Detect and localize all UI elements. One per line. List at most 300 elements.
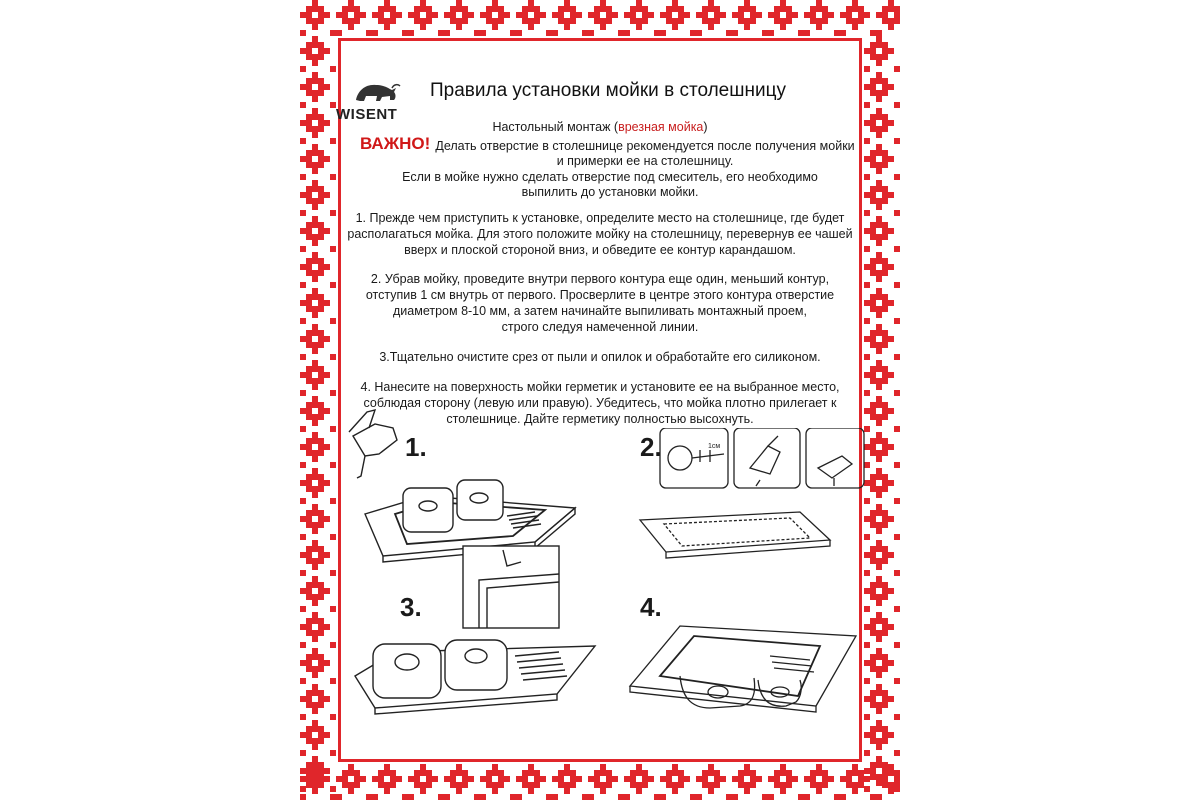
ornament-cell bbox=[870, 186, 876, 192]
step-4-line: соблюдая сторону (левую или правую). Убедитесь, что мойка плотно прилегает к bbox=[363, 396, 837, 410]
ornament-cell bbox=[312, 540, 318, 546]
ornament-cell bbox=[330, 246, 336, 252]
ornament-cell bbox=[882, 774, 888, 780]
ornament-cell bbox=[888, 300, 894, 306]
ornament-cell bbox=[384, 24, 390, 30]
ornament-cell bbox=[420, 0, 426, 6]
ornament-cell bbox=[786, 12, 792, 18]
ornament-cell bbox=[894, 498, 900, 504]
ornament-cell bbox=[870, 486, 876, 492]
ornament-cell bbox=[480, 12, 486, 18]
ornament-cell bbox=[318, 546, 324, 552]
ornament-cell bbox=[822, 782, 828, 788]
ornament-cell bbox=[882, 234, 888, 240]
ornament-cell bbox=[300, 642, 306, 648]
ornament-cell bbox=[534, 770, 540, 776]
ornament-cell bbox=[468, 12, 474, 18]
ornament-cell bbox=[306, 444, 312, 450]
ornament-cell bbox=[306, 438, 312, 444]
ornament-cell bbox=[312, 108, 318, 114]
ornament-cell bbox=[378, 770, 384, 776]
ornament-cell bbox=[864, 624, 870, 630]
ornament-cell bbox=[882, 438, 888, 444]
ornament-cell bbox=[870, 660, 876, 666]
ornament-cell bbox=[312, 168, 318, 174]
ornament-cell bbox=[894, 570, 900, 576]
ornament-cell bbox=[630, 12, 636, 18]
ornament-cell bbox=[600, 782, 606, 788]
ornament-cell bbox=[300, 48, 306, 54]
ornament-cell bbox=[324, 776, 330, 782]
ornament-cell bbox=[780, 764, 786, 770]
ornament-cell bbox=[864, 678, 870, 684]
ornament-cell bbox=[840, 30, 846, 36]
ornament-cell bbox=[870, 588, 876, 594]
ornament-cell bbox=[312, 324, 318, 330]
ornament-cell bbox=[306, 702, 312, 708]
ornament-cell bbox=[672, 782, 678, 788]
ornament-cell bbox=[876, 600, 882, 606]
ornament-cell bbox=[876, 576, 882, 582]
ornament-cell bbox=[366, 30, 372, 36]
ornament-cell bbox=[864, 228, 870, 234]
ornament-cell bbox=[636, 24, 642, 30]
ornament-cell bbox=[312, 114, 318, 120]
ornament-cell bbox=[792, 12, 798, 18]
ornament-cell bbox=[312, 582, 318, 588]
ornament-cell bbox=[300, 444, 306, 450]
ornament-cell bbox=[876, 414, 882, 420]
ornament-cell bbox=[786, 770, 792, 776]
ornament-cell bbox=[888, 336, 894, 342]
ornament-cell bbox=[870, 738, 876, 744]
ornament-cell bbox=[684, 12, 690, 18]
ornament-cell bbox=[876, 546, 882, 552]
ornament-cell bbox=[864, 390, 870, 396]
ornament-cell bbox=[300, 264, 306, 270]
ornament-cell bbox=[552, 776, 558, 782]
ornament-cell bbox=[306, 84, 312, 90]
ornament-cell bbox=[300, 282, 306, 288]
ornament-cell bbox=[462, 6, 468, 12]
ornament-cell bbox=[852, 0, 858, 6]
ornament-cell bbox=[306, 336, 312, 342]
ornament-cell bbox=[456, 782, 462, 788]
ornament-cell bbox=[312, 150, 318, 156]
ornament-cell bbox=[876, 168, 882, 174]
ornament-cell bbox=[318, 510, 324, 516]
ornament-cell bbox=[894, 426, 900, 432]
ornament-cell bbox=[312, 432, 318, 438]
ornament-cell bbox=[588, 776, 594, 782]
ornament-cell bbox=[306, 510, 312, 516]
ornament-cell bbox=[312, 342, 318, 348]
ornament-cell bbox=[888, 444, 894, 450]
ornament-cell bbox=[642, 6, 648, 12]
ornament-cell bbox=[870, 624, 876, 630]
ornament-cell bbox=[876, 306, 882, 312]
ornament-cell bbox=[744, 0, 750, 6]
ornament-cell bbox=[876, 504, 882, 510]
ornament-cell bbox=[324, 480, 330, 486]
ornament-cell bbox=[492, 18, 498, 24]
ornament-cell bbox=[312, 348, 318, 354]
ornament-cell bbox=[852, 18, 858, 24]
ornament-cell bbox=[678, 12, 684, 18]
tape-label: 1см bbox=[708, 443, 721, 450]
ornament-cell bbox=[636, 0, 642, 6]
ornament-cell bbox=[876, 360, 882, 366]
ornament-cell bbox=[666, 770, 672, 776]
ornament-cell bbox=[534, 12, 540, 18]
ornament-cell bbox=[888, 18, 894, 24]
ornament-cell bbox=[894, 210, 900, 216]
ornament-cell bbox=[786, 18, 792, 24]
illustration-3 bbox=[345, 544, 615, 724]
ornament-cell bbox=[762, 30, 768, 36]
ornament-cell bbox=[876, 594, 882, 600]
ornament-cell bbox=[732, 12, 738, 18]
ornament-cell bbox=[882, 510, 888, 516]
ornament-cell bbox=[492, 764, 498, 770]
ornament-cell bbox=[888, 788, 894, 794]
ornament-cell bbox=[888, 228, 894, 234]
ornament-cell bbox=[870, 402, 876, 408]
ornament-cell bbox=[300, 336, 306, 342]
ornament-cell bbox=[876, 348, 882, 354]
ornament-cell bbox=[450, 18, 456, 24]
ornament-cell bbox=[870, 732, 876, 738]
ornament-cell bbox=[780, 18, 786, 24]
ornament-cell bbox=[312, 378, 318, 384]
ornament-cell bbox=[300, 624, 306, 630]
ornament-cell bbox=[882, 696, 888, 702]
ornament-cell bbox=[876, 468, 882, 474]
ornament-cell bbox=[318, 90, 324, 96]
ornament-cell bbox=[876, 564, 882, 570]
ornament-cell bbox=[330, 30, 336, 36]
ornament-cell bbox=[882, 474, 888, 480]
ornament-cell bbox=[870, 762, 876, 768]
ornament-cell bbox=[348, 770, 354, 776]
ornament-cell bbox=[882, 18, 888, 24]
ornament-cell bbox=[876, 794, 882, 800]
ornament-cell bbox=[870, 330, 876, 336]
ornament-cell bbox=[876, 492, 882, 498]
ornament-cell bbox=[312, 420, 318, 426]
ornament-cell bbox=[558, 770, 564, 776]
ornament-cell bbox=[300, 678, 306, 684]
ornament-cell bbox=[408, 776, 414, 782]
ornament-cell bbox=[330, 570, 336, 576]
ornament-cell bbox=[870, 408, 876, 414]
ornament-cell bbox=[702, 12, 708, 18]
ornament-cell bbox=[750, 6, 756, 12]
ornament-cell bbox=[846, 776, 852, 782]
ornament-cell bbox=[870, 654, 876, 660]
ornament-cell bbox=[300, 120, 306, 126]
ornament-cell bbox=[852, 24, 858, 30]
ornament-cell bbox=[498, 782, 504, 788]
ornament-cell bbox=[420, 782, 426, 788]
ornament-cell bbox=[882, 372, 888, 378]
ornament-cell bbox=[540, 12, 546, 18]
ornament-cell bbox=[858, 782, 864, 788]
ornament-cell bbox=[312, 90, 318, 96]
ornament-cell bbox=[738, 782, 744, 788]
ornament-cell bbox=[306, 516, 312, 522]
ornament-cell bbox=[312, 720, 318, 726]
ornament-cell bbox=[648, 776, 654, 782]
ornament-cell bbox=[744, 6, 750, 12]
ornament-cell bbox=[738, 12, 744, 18]
ornament-cell bbox=[318, 42, 324, 48]
ornament-cell bbox=[882, 186, 888, 192]
ornament-cell bbox=[300, 102, 306, 108]
ornament-cell bbox=[642, 770, 648, 776]
ornament-cell bbox=[882, 12, 888, 18]
ornament-cell bbox=[372, 794, 378, 800]
ornament-cell bbox=[300, 84, 306, 90]
ornament-cell bbox=[570, 18, 576, 24]
ornament-cell bbox=[564, 782, 570, 788]
ornament-cell bbox=[882, 522, 888, 528]
ornament-cell bbox=[306, 114, 312, 120]
ornament-cell bbox=[732, 776, 738, 782]
ornament-cell bbox=[342, 770, 348, 776]
ornament-cell bbox=[876, 720, 882, 726]
ornament-cell bbox=[306, 18, 312, 24]
ornament-cell bbox=[390, 12, 396, 18]
ornament-cell bbox=[876, 744, 882, 750]
ornament-cell bbox=[372, 30, 378, 36]
ornament-cell bbox=[342, 18, 348, 24]
ornament-cell bbox=[882, 162, 888, 168]
ornament-cell bbox=[876, 708, 882, 714]
ornament-cell bbox=[792, 776, 798, 782]
ornament-cell bbox=[312, 204, 318, 210]
ornament-cell bbox=[624, 30, 630, 36]
ornament-cell bbox=[870, 444, 876, 450]
ornament-cell bbox=[510, 794, 516, 800]
illustration-4 bbox=[620, 596, 860, 746]
ornament-cell bbox=[672, 0, 678, 6]
ornament-cell bbox=[348, 782, 354, 788]
ornament-cell bbox=[396, 776, 402, 782]
ornament-cell bbox=[864, 156, 870, 162]
ornament-cell bbox=[570, 12, 576, 18]
ornament-cell bbox=[870, 774, 876, 780]
ornament-cell bbox=[888, 516, 894, 522]
ornament-cell bbox=[312, 774, 318, 780]
ornament-cell bbox=[324, 660, 330, 666]
ornament-cell bbox=[300, 498, 306, 504]
ornament-cell bbox=[318, 54, 324, 60]
ornament-cell bbox=[702, 782, 708, 788]
ornament-cell bbox=[864, 210, 870, 216]
ornament-cell bbox=[330, 390, 336, 396]
ornament-cell bbox=[762, 794, 768, 800]
ornament-cell bbox=[420, 18, 426, 24]
ornament-cell bbox=[444, 776, 450, 782]
ornament-cell bbox=[600, 18, 606, 24]
ornament-cell bbox=[312, 594, 318, 600]
ornament-cell bbox=[882, 618, 888, 624]
ornament-cell bbox=[708, 18, 714, 24]
ornament-cell bbox=[888, 588, 894, 594]
ornament-cell bbox=[702, 776, 708, 782]
ornament-cell bbox=[558, 6, 564, 12]
ornament-cell bbox=[672, 6, 678, 12]
ornament-cell bbox=[876, 774, 882, 780]
ornament-cell bbox=[594, 6, 600, 12]
ornament-cell bbox=[324, 372, 330, 378]
ornament-cell bbox=[708, 24, 714, 30]
ornament-cell bbox=[354, 6, 360, 12]
ornament-cell bbox=[774, 782, 780, 788]
ornament-cell bbox=[876, 30, 882, 36]
ornament-cell bbox=[726, 30, 732, 36]
ornament-cell bbox=[534, 18, 540, 24]
ornament-cell bbox=[528, 24, 534, 30]
instruction-sheet bbox=[300, 0, 900, 800]
ornament-cell bbox=[840, 776, 846, 782]
ornament-cell bbox=[306, 582, 312, 588]
ornament-cell bbox=[852, 6, 858, 12]
ornament-cell bbox=[870, 126, 876, 132]
ornament-cell bbox=[312, 414, 318, 420]
ornament-cell bbox=[306, 120, 312, 126]
ornament-cell bbox=[876, 618, 882, 624]
ornament-cell bbox=[318, 270, 324, 276]
ornament-cell bbox=[708, 782, 714, 788]
ornament-cell bbox=[492, 788, 498, 794]
ornament-cell bbox=[876, 738, 882, 744]
ornament-cell bbox=[558, 12, 564, 18]
ornament-cell bbox=[822, 770, 828, 776]
ornament-cell bbox=[870, 414, 876, 420]
ornament-cell bbox=[870, 234, 876, 240]
ornament-cell bbox=[894, 354, 900, 360]
ornament-cell bbox=[864, 732, 870, 738]
ornament-cell bbox=[312, 456, 318, 462]
ornament-cell bbox=[870, 510, 876, 516]
ornament-cell bbox=[774, 6, 780, 12]
ornament-cell bbox=[306, 624, 312, 630]
ornament-cell bbox=[876, 702, 882, 708]
ornament-cell bbox=[450, 12, 456, 18]
ornament-cell bbox=[318, 300, 324, 306]
ornament-cell bbox=[624, 794, 630, 800]
ornament-cell bbox=[870, 372, 876, 378]
ornament-cell bbox=[882, 54, 888, 60]
ornament-cell bbox=[378, 12, 384, 18]
ornament-cell bbox=[338, 759, 862, 762]
ornament-cell bbox=[876, 420, 882, 426]
ornament-cell bbox=[876, 666, 882, 672]
ornament-cell bbox=[690, 794, 696, 800]
ornament-cell bbox=[462, 776, 468, 782]
ornament-cell bbox=[870, 42, 876, 48]
ornament-cell bbox=[852, 788, 858, 794]
ornament-cell bbox=[882, 588, 888, 594]
ornament-cell bbox=[888, 84, 894, 90]
ornament-cell bbox=[420, 764, 426, 770]
ornament-cell bbox=[876, 456, 882, 462]
ornament-cell bbox=[876, 582, 882, 588]
ornament-cell bbox=[864, 642, 870, 648]
ornament-cell bbox=[312, 618, 318, 624]
ornament-cell bbox=[864, 606, 870, 612]
ornament-cell bbox=[432, 776, 438, 782]
ornament-cell bbox=[876, 114, 882, 120]
ornament-cell bbox=[300, 318, 306, 324]
brand-logo-text: WISENT bbox=[336, 106, 398, 123]
ornament-cell bbox=[486, 6, 492, 12]
ornament-cell bbox=[822, 776, 828, 782]
ornament-cell bbox=[876, 762, 882, 768]
ornament-cell bbox=[714, 770, 720, 776]
ornament-cell bbox=[594, 782, 600, 788]
ornament-cell bbox=[306, 782, 312, 788]
ornament-cell bbox=[780, 770, 786, 776]
ornament-cell bbox=[306, 192, 312, 198]
ornament-cell bbox=[306, 408, 312, 414]
ornament-cell bbox=[582, 30, 588, 36]
ornament-cell bbox=[372, 776, 378, 782]
ornament-cell bbox=[336, 12, 342, 18]
page-title: Правила установки мойки в столешницу bbox=[430, 80, 786, 101]
ornament-cell bbox=[318, 258, 324, 264]
ornament-cell bbox=[348, 788, 354, 794]
ornament-cell bbox=[324, 444, 330, 450]
ornament-cell bbox=[306, 402, 312, 408]
ornament-cell bbox=[498, 18, 504, 24]
ornament-cell bbox=[708, 6, 714, 12]
ornament-cell bbox=[780, 0, 786, 6]
ornament-cell bbox=[726, 794, 732, 800]
illustration-4-label: 4. bbox=[640, 592, 662, 622]
ornament-cell bbox=[312, 756, 318, 762]
illustration-1 bbox=[335, 406, 615, 566]
ornament-cell bbox=[306, 378, 312, 384]
ornament-cell bbox=[300, 174, 306, 180]
ornament-cell bbox=[870, 84, 876, 90]
ornament-cell bbox=[384, 18, 390, 24]
ornament-cell bbox=[738, 776, 744, 782]
ornament-cell bbox=[318, 486, 324, 492]
ornament-cell bbox=[678, 6, 684, 12]
ornament-cell bbox=[312, 762, 318, 768]
ornament-cell bbox=[870, 702, 876, 708]
ornament-cell bbox=[876, 540, 882, 546]
ornament-cell bbox=[714, 776, 720, 782]
ornament-cell bbox=[390, 6, 396, 12]
ornament-cell bbox=[300, 156, 306, 162]
ornament-cell bbox=[414, 6, 420, 12]
ornament-cell bbox=[882, 48, 888, 54]
ornament-cell bbox=[318, 444, 324, 450]
ornament-cell bbox=[318, 264, 324, 270]
ornament-cell bbox=[876, 684, 882, 690]
ornament-cell bbox=[318, 726, 324, 732]
ornament-cell bbox=[864, 48, 870, 54]
ornament-cell bbox=[300, 354, 306, 360]
ornament-cell bbox=[306, 126, 312, 132]
ornament-cell bbox=[318, 186, 324, 192]
ornament-cell bbox=[552, 30, 558, 36]
ornament-cell bbox=[390, 782, 396, 788]
